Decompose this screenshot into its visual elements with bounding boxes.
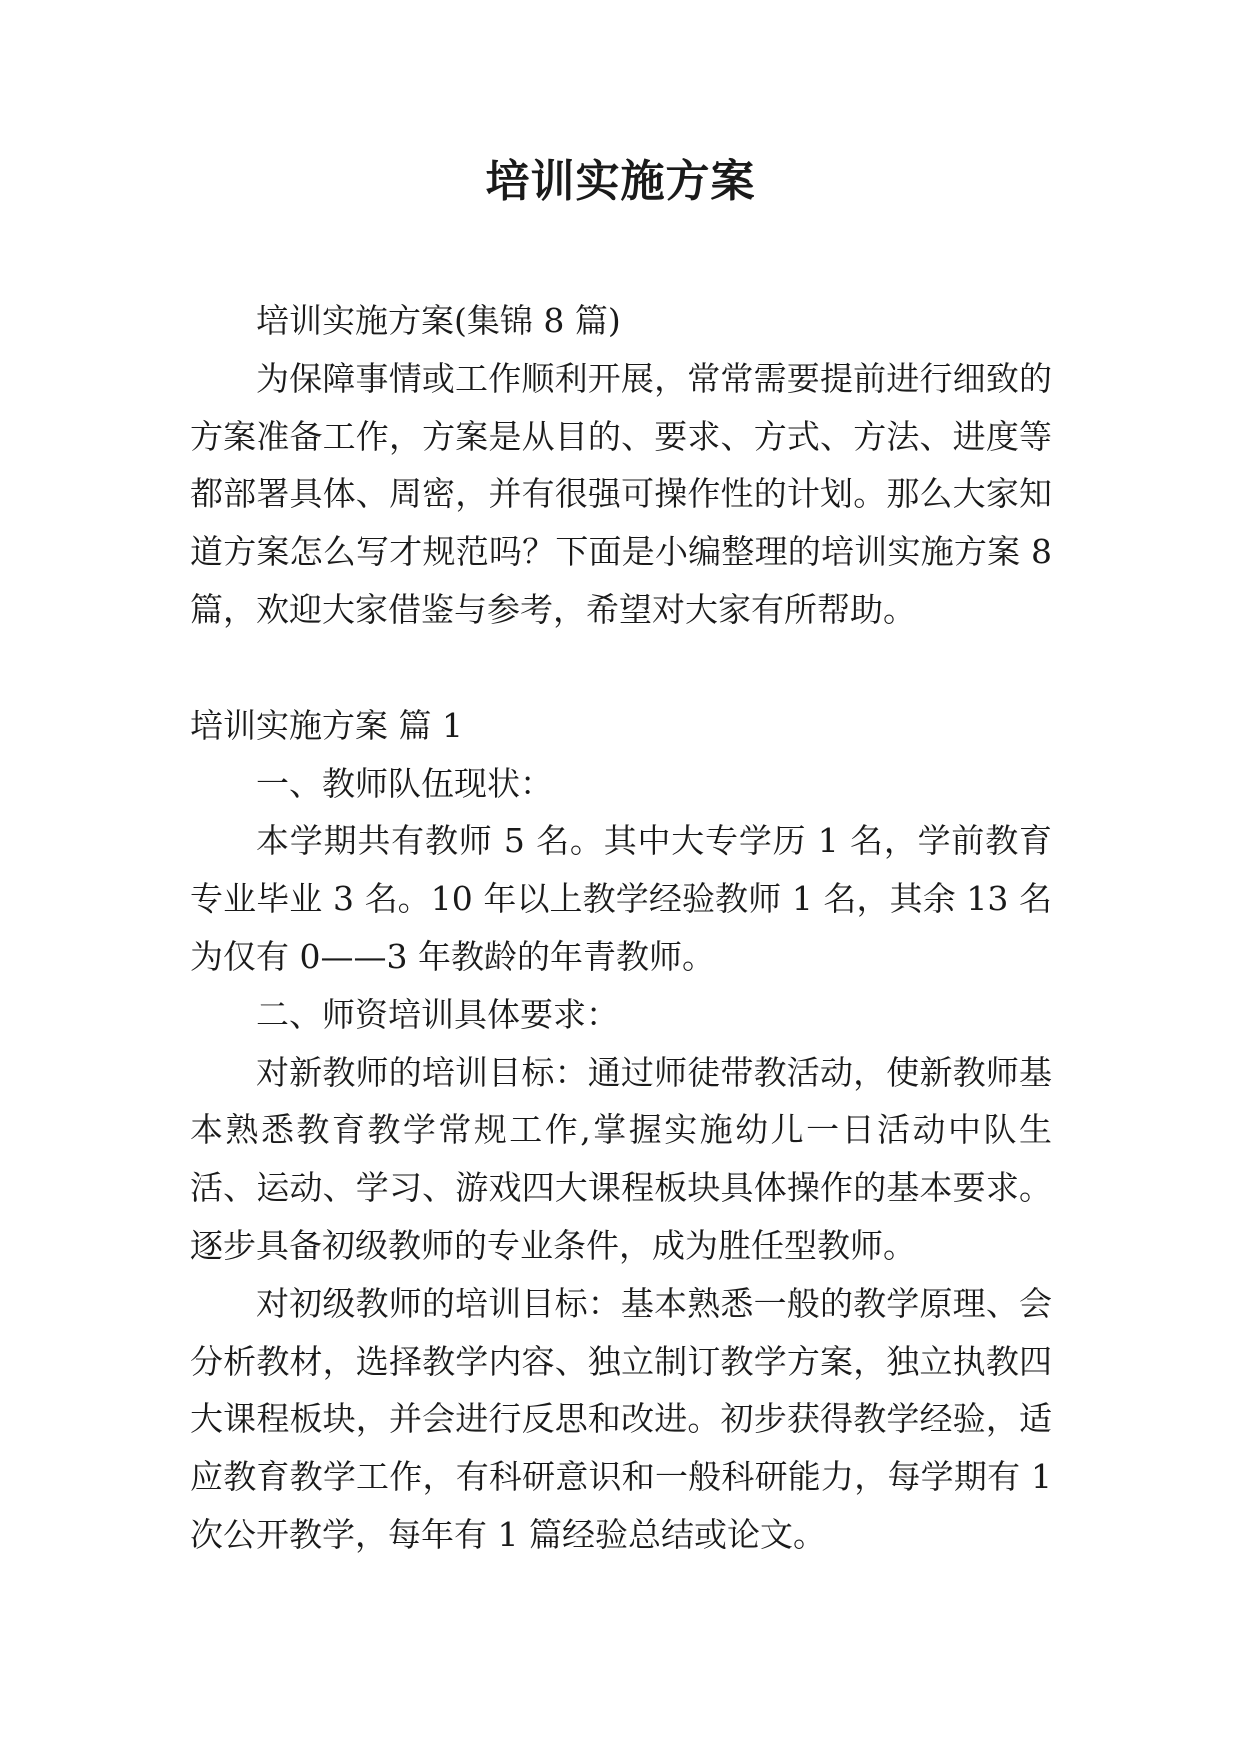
subsection-heading-2: 二、师资培训具体要求：	[256, 994, 619, 1034]
document-body	[190, 292, 1052, 1564]
new-teacher-goals-paragraph: 对新教师的培训目标：通过师徒带教活动，使新教师基本熟悉教育教学常规工作,掌握实施幼儿一日活动中队生活、运动、学习、游戏四大课程板块具体操作的基本要求。逐步具备初级教师的专业条件，成为胜任型教师。	[190, 1052, 1052, 1265]
teacher-status-paragraph: 本学期共有教师 5 名。其中大专学历 1 名，学前教育专业毕业 3 名。10 年以上教学经验教师 1 名，其余 13 名为仅有 0——3 年教龄的年青教师。	[190, 821, 1052, 976]
section-heading: 培训实施方案 篇 1	[190, 705, 463, 745]
intro-paragraph: 为保障事情或工作顺利开展，常常需要提前进行细致的方案准备工作，方案是从目的、要求、方式、方法、进度等都部署具体、周密，并有很强可操作性的计划。那么大家知道方案怎么写才规范吗？下面是小编整理的培训实施方案 8 篇，欢迎大家借鉴与参考，希望对大家有所帮助。	[190, 358, 1052, 629]
subtitle-paragraph: 培训实施方案(集锦 8 篇)	[256, 301, 621, 340]
document-title: 培训实施方案	[485, 156, 756, 207]
paragraph-spacer	[190, 639, 1052, 697]
subsection-heading-1: 一、教师队伍现状：	[256, 763, 553, 803]
junior-teacher-goals-paragraph: 对初级教师的培训目标：基本熟悉一般的教学原理、会分析教材，选择教学内容、独立制订教学方案，独立执教四大课程板块，并会进行反思和改进。初步获得教学经验，适应教育教学工作，有科研意识和一般科研能力，每学期有 1 次公开教学，每年有 1 篇经验总结或论文。	[190, 1283, 1052, 1554]
